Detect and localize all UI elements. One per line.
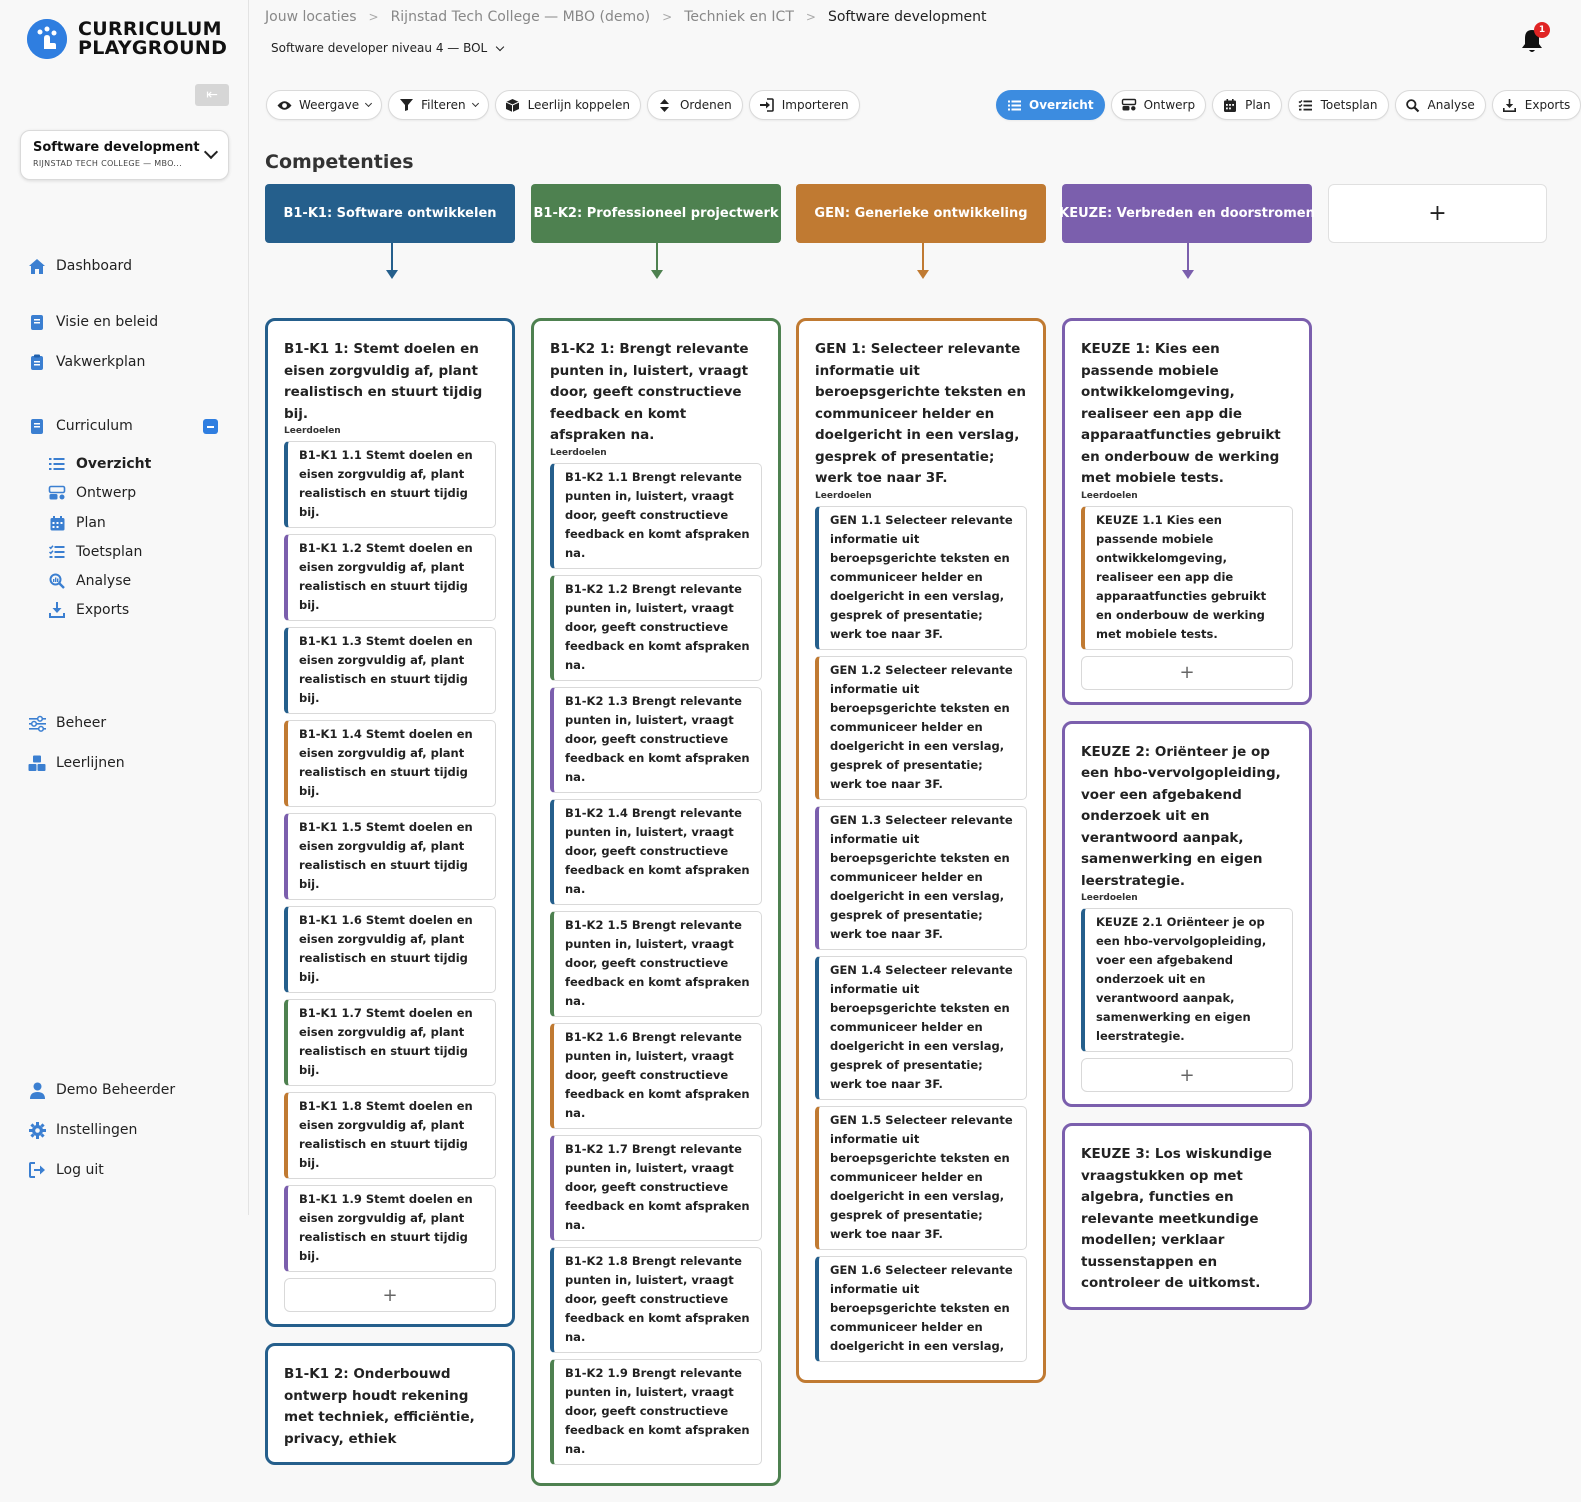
competency-card[interactable] [796, 318, 1046, 1383]
card-title: GEN 1: Selecteer relevante informatie uit beroepsgerichte teksten en communiceer helder en doelgericht in een verslag, gesprek of presentatie; werk toe naar 3F. [815, 341, 1026, 486]
chevron-right-icon: > [368, 10, 379, 24]
leerdoel-item[interactable]: B1-K2 1.2 Brengt relevante punten in, luistert, vraagt door, geeft constructieve feedback en komt afspraken na. [550, 575, 762, 681]
leerdoel-item[interactable]: GEN 1.6 Selecteer relevante informatie uit beroepsgerichte teksten en communiceer helder en doelgericht in een verslag, [815, 1256, 1027, 1362]
competency-column [265, 318, 515, 1481]
leerdoel-item[interactable]: GEN 1.2 Selecteer relevante informatie uit beroepsgerichte teksten en communiceer helder en doelgericht in een verslag, gesprek of presentatie; werk toe naar 3F. [815, 656, 1027, 800]
nav-vakwerkplan-label: Vakwerkplan [56, 354, 146, 370]
leerdoel-item[interactable]: B1-K2 1.3 Brengt relevante punten in, luistert, vraagt door, geeft constructieve feedback en komt afspraken na. [550, 687, 762, 793]
nav-leerlijnen[interactable] [28, 754, 125, 772]
leerdoel-item[interactable]: B1-K2 1.8 Brengt relevante punten in, luistert, vraagt door, geeft constructieve feedback en komt afspraken na. [550, 1247, 762, 1353]
competency-card[interactable] [531, 318, 781, 1486]
sidebar [0, 0, 249, 1215]
card-title: KEUZE 1: Kies een passende mobiele ontwikkelomgeving, realiseer een app die apparaatfuncties gebruikt en onderbouw de werking met mobiele tests. [1081, 341, 1281, 486]
logout-icon [28, 1161, 46, 1179]
breadcrumb-item[interactable]: Techniek en ICT [684, 9, 794, 25]
arrow-down-icon [656, 243, 658, 273]
design-icon [49, 485, 65, 501]
nav-leerlijnen-label: Leerlijnen [56, 755, 125, 771]
competency-header[interactable] [796, 184, 1046, 243]
breadcrumb-current: Software development [827, 9, 987, 25]
nav-sub-toetsplan[interactable] [49, 544, 142, 560]
view-plan-button[interactable] [1212, 90, 1282, 120]
chevron-down-icon [472, 100, 479, 107]
competency-header-label: B1-K2: Professioneel projectwerk [533, 206, 779, 221]
logo-line-2: PLAYGROUND [78, 37, 228, 59]
logo-icon [27, 19, 67, 59]
leerdoel-item[interactable]: B1-K1 1.3 Stemt doelen en eisen zorgvuldig af, plant realistisch en stuurt tijdig bij. [284, 627, 496, 714]
list-icon [1007, 98, 1021, 112]
collapse-sidebar-button[interactable] [195, 84, 229, 106]
leerdoel-item[interactable]: B1-K1 1.4 Stemt doelen en eisen zorgvuldig af, plant realistisch en stuurt tijdig bij. [284, 720, 496, 807]
leerdoel-item[interactable]: B1-K1 1.2 Stemt doelen en eisen zorgvuldig af, plant realistisch en stuurt tijdig bij. [284, 534, 496, 621]
workspace-select[interactable] [20, 130, 229, 180]
program-select-label: Software developer niveau 4 — BOL [271, 41, 488, 55]
logo-line-1: CURRICULUM [78, 18, 222, 40]
ordenen-button[interactable] [647, 90, 743, 120]
importeren-label: Importeren [781, 98, 849, 112]
sort-icon [658, 98, 672, 112]
nav-visie-label: Visie en beleid [56, 314, 159, 330]
nav-sub-plan-label: Plan [76, 515, 106, 531]
leerdoel-item[interactable]: B1-K1 1.9 Stemt doelen en eisen zorgvuldig af, plant realistisch en stuurt tijdig bij. [284, 1185, 496, 1272]
leerdoel-item[interactable]: B1-K1 1.1 Stemt doelen en eisen zorgvuldig af, plant realistisch en stuurt tijdig bij. [284, 441, 496, 528]
cube-icon [506, 98, 520, 112]
nav-dashboard[interactable] [28, 257, 132, 275]
competency-header-label: KEUZE: Verbreden en doorstromen [1059, 206, 1315, 221]
leerdoel-item[interactable]: B1-K2 1.6 Brengt relevante punten in, luistert, vraagt door, geeft constructieve feedback en komt afspraken na. [550, 1023, 762, 1129]
leerdoelen-label: Leerdoelen [815, 490, 872, 501]
leerlijn-koppelen-button[interactable] [495, 90, 641, 120]
competency-column [531, 318, 781, 1502]
chevron-down-icon [496, 42, 504, 50]
ordenen-label: Ordenen [679, 98, 732, 112]
competency-card[interactable] [265, 1343, 515, 1465]
view-toetsplan-button[interactable] [1288, 90, 1389, 120]
nav-instellingen-label: Instellingen [56, 1122, 138, 1138]
leerdoelen-label: Leerdoelen [1081, 490, 1138, 501]
nav-sub-exports-label: Exports [76, 602, 130, 618]
gear-icon [28, 1121, 46, 1139]
leerdoel-item[interactable]: GEN 1.3 Selecteer relevante informatie uit beroepsgerichte teksten en communiceer helder en doelgericht in een verslag, gesprek of presentatie; werk toe naar 3F. [815, 806, 1027, 950]
filter-icon [399, 98, 413, 112]
leerdoel-item[interactable]: B1-K2 1.5 Brengt relevante punten in, luistert, vraagt door, geeft constructieve feedback en komt afspraken na. [550, 911, 762, 1017]
competency-card[interactable] [1062, 1123, 1312, 1310]
competency-header[interactable] [265, 184, 515, 243]
view-analyse-label: Analyse [1427, 98, 1475, 112]
competency-column [796, 318, 1046, 1399]
view-exports-button[interactable] [1492, 90, 1581, 120]
view-exports-label: Exports [1524, 98, 1571, 112]
book-icon [28, 417, 46, 435]
nav-curriculum[interactable] [28, 417, 133, 435]
card-title: B1-K2 1: Brengt relevante punten in, luistert, vraagt door, geeft constructieve feedback en komt afspraken na. [550, 341, 749, 443]
arrow-down-icon [922, 243, 924, 273]
nav-beheer-label: Beheer [56, 715, 107, 731]
logo-wordmark [78, 20, 227, 58]
competency-header-label: GEN: Generieke ontwikkeling [814, 206, 1028, 221]
add-leerdoel-button[interactable] [284, 1278, 496, 1312]
add-leerdoel-button[interactable] [1081, 656, 1293, 690]
download-icon [49, 602, 65, 618]
card-title: KEUZE 3: Los wiskundige vraagstukken op met algebra, functies en relevante meetkundige modellen; verklaar tussenstappen en controleer de uitkomst. [1081, 1146, 1272, 1291]
checklist-icon [1299, 98, 1313, 112]
leerdoel-item[interactable]: B1-K2 1.9 Brengt relevante punten in, luistert, vraagt door, geeft constructieve feedback en komt afspraken na. [550, 1359, 762, 1465]
page-title: Competenties [265, 151, 414, 173]
nav-sub-ontwerp[interactable] [49, 485, 136, 501]
toolbar-right [996, 90, 1581, 120]
app-logo[interactable] [27, 19, 227, 59]
add-competency-button[interactable] [1328, 184, 1547, 243]
leerdoelen-label: Leerdoelen [550, 447, 607, 458]
filteren-button[interactable] [388, 90, 488, 120]
calendar-icon [49, 515, 65, 531]
workspace-subtitle: RIJNSTAD TECH COLLEGE — MBO... [33, 159, 182, 168]
view-overzicht-label: Overzicht [1029, 98, 1094, 112]
nav-visie[interactable] [28, 313, 158, 331]
competency-header[interactable] [531, 184, 781, 243]
search-chart-icon [49, 573, 65, 589]
view-analyse-button[interactable] [1395, 90, 1486, 120]
nav-dashboard-label: Dashboard [56, 258, 132, 274]
notification-badge: 1 [1534, 22, 1550, 38]
plus-icon: + [1179, 662, 1195, 683]
card-title: B1-K1 1: Stemt doelen en eisen zorgvuldig af, plant realistisch en stuurt tijdig bij. [284, 341, 483, 422]
program-select[interactable] [271, 41, 503, 55]
competency-header-label: B1-K1: Software ontwikkelen [283, 206, 497, 221]
book-icon [28, 313, 46, 331]
weergave-button[interactable] [266, 90, 382, 120]
import-icon [760, 98, 774, 112]
competency-card[interactable] [1062, 721, 1312, 1108]
chevron-right-icon: > [662, 10, 673, 24]
workspace-title: Software development [33, 140, 200, 155]
nav-curriculum-label: Curriculum [56, 418, 133, 434]
nav-sub-toetsplan-label: Toetsplan [76, 544, 143, 560]
filteren-label: Filteren [421, 98, 466, 112]
collapse-curriculum-icon[interactable] [203, 419, 218, 434]
nav-sub-plan[interactable] [49, 515, 106, 531]
list-icon [49, 456, 65, 472]
chevron-down-icon [365, 100, 372, 107]
leerdoel-item[interactable]: GEN 1.1 Selecteer relevante informatie uit beroepsgerichte teksten en communiceer helder en doelgericht in een verslag, gesprek of presentatie; werk toe naar 3F. [815, 506, 1027, 650]
view-ontwerp-button[interactable] [1111, 90, 1207, 120]
plus-icon: + [1179, 1064, 1195, 1086]
nav-vakwerkplan[interactable] [28, 353, 145, 371]
chevron-right-icon: > [805, 10, 816, 24]
leerdoel-item[interactable]: B1-K2 1.4 Brengt relevante punten in, luistert, vraagt door, geeft constructieve feedback en komt afspraken na. [550, 799, 762, 905]
eye-icon [277, 98, 291, 112]
importeren-button[interactable] [749, 90, 860, 120]
nav-logout-label: Log uit [56, 1162, 104, 1178]
search-icon [1406, 98, 1420, 112]
design-icon [1122, 98, 1136, 112]
plus-icon: + [382, 1284, 398, 1306]
view-toetsplan-label: Toetsplan [1320, 98, 1378, 112]
competency-column [1062, 318, 1312, 1326]
breadcrumb-item[interactable]: Jouw locaties [265, 9, 357, 25]
plus-icon: + [1428, 201, 1447, 226]
nav-logout[interactable] [28, 1161, 104, 1179]
leerlijn-koppelen-label: Leerlijn koppelen [527, 98, 630, 112]
view-plan-label: Plan [1245, 98, 1271, 112]
weergave-label: Weergave [299, 98, 360, 112]
view-ontwerp-label: Ontwerp [1143, 98, 1196, 112]
nav-user-label: Demo Beheerder [56, 1082, 176, 1098]
checklist-icon [49, 544, 65, 560]
clipboard-icon [28, 353, 46, 371]
nav-sub-ontwerp-label: Ontwerp [76, 485, 137, 501]
arrow-down-icon [1187, 243, 1189, 273]
leerdoel-item[interactable]: KEUZE 1.1 Kies een passende mobiele ontwikkelomgeving, realiseer een app die apparaatfuncties gebruikt en onderbouw de werking met mobiele tests. [1081, 506, 1293, 650]
competency-header[interactable] [1059, 184, 1315, 243]
nav-instellingen[interactable] [28, 1121, 137, 1139]
competency-card[interactable] [265, 318, 515, 1327]
toolbar-left [266, 90, 860, 120]
nav-sub-overzicht[interactable] [49, 456, 151, 472]
breadcrumb-item[interactable]: Rijnstad Tech College — MBO (demo) [390, 9, 651, 25]
user-icon [28, 1081, 46, 1099]
leerdoelen-label: Leerdoelen [1081, 893, 1138, 903]
leerdoel-item[interactable]: B1-K2 1.1 Brengt relevante punten in, luistert, vraagt door, geeft constructieve feedback en komt afspraken na. [550, 463, 762, 569]
leerdoelen-label: Leerdoelen [284, 426, 341, 436]
leerdoel-item[interactable]: B1-K1 1.8 Stemt doelen en eisen zorgvuldig af, plant realistisch en stuurt tijdig bij. [284, 1092, 496, 1179]
home-icon [28, 257, 46, 275]
leerdoel-item[interactable]: KEUZE 2.1 Oriënteer je op een hbo-vervolgopleiding, voer een afgebakend onderzoek uit en verantwoord aanpak, samenwerking en eigen leerstrategie. [1081, 908, 1293, 1052]
nav-sub-analyse[interactable] [49, 573, 131, 589]
calendar-icon [1223, 98, 1237, 112]
competency-card[interactable] [1062, 318, 1312, 705]
leerdoel-item[interactable]: GEN 1.4 Selecteer relevante informatie uit beroepsgerichte teksten en communiceer helder en doelgericht in een verslag, gesprek of presentatie; werk toe naar 3F. [815, 956, 1027, 1100]
leerdoel-item[interactable]: B1-K1 1.7 Stemt doelen en eisen zorgvuldig af, plant realistisch en stuurt tijdig bij. [284, 999, 496, 1086]
leerdoel-item[interactable]: GEN 1.5 Selecteer relevante informatie uit beroepsgerichte teksten en communiceer helder en doelgericht in een verslag, gesprek of presentatie; werk toe naar 3F. [815, 1106, 1027, 1250]
card-title: B1-K1 2: Onderbouwd ontwerp houdt rekening met techniek, efficiëntie, privacy, ethiek [284, 1366, 475, 1447]
nav-sub-analyse-label: Analyse [76, 573, 132, 589]
breadcrumb [265, 9, 986, 25]
nav-beheer[interactable] [28, 714, 106, 732]
arrow-left-icon: ⇤ [206, 87, 218, 103]
leerdoel-item[interactable]: B1-K1 1.5 Stemt doelen en eisen zorgvuldig af, plant realistisch en stuurt tijdig bij. [284, 813, 496, 900]
leerdoel-item[interactable]: B1-K2 1.7 Brengt relevante punten in, luistert, vraagt door, geeft constructieve feedback en komt afspraken na. [550, 1135, 762, 1241]
cubes-icon [28, 754, 46, 772]
nav-sub-overzicht-label: Overzicht [76, 456, 152, 472]
nav-sub-exports[interactable] [49, 602, 129, 618]
sliders-icon [28, 714, 46, 732]
download-icon [1503, 98, 1517, 112]
arrow-down-icon [391, 243, 393, 273]
leerdoel-item[interactable]: B1-K1 1.6 Stemt doelen en eisen zorgvuldig af, plant realistisch en stuurt tijdig bij. [284, 906, 496, 993]
nav-user[interactable] [28, 1081, 175, 1099]
add-leerdoel-button[interactable] [1081, 1058, 1293, 1092]
view-overzicht-button[interactable] [996, 90, 1105, 120]
card-title: KEUZE 2: Oriënteer je op een hbo-vervolgopleiding, voer een afgebakend onderzoek uit en verantwoord aanpak, samenwerking en eigen leerstrategie. [1081, 743, 1281, 889]
